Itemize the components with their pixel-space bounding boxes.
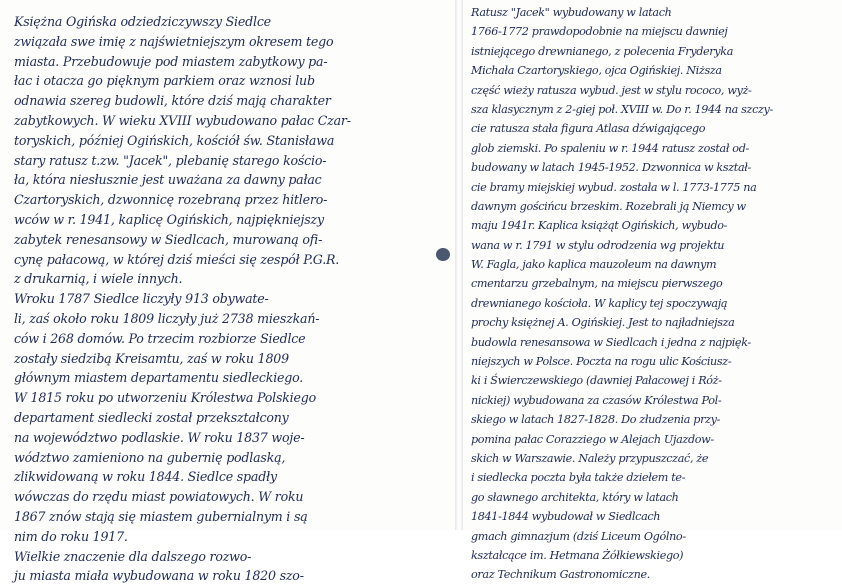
text-line: i siedlecka poczta była także dziełem te- xyxy=(471,471,686,485)
text-line: gmach gimnazjum (dziś Liceum Ogólno- xyxy=(471,529,686,543)
text-line: maju 1941r. Kaplica książąt Ogińskich, wybudo- xyxy=(471,219,728,233)
text-line: cynę pałacową, w której dziś mieści się zespół P.G.R. xyxy=(14,251,340,267)
text-line: wówczas do rzędu miast powiatowych. W roku xyxy=(14,489,304,505)
text-line: go sławnego architekta, który w latach xyxy=(471,490,679,504)
text-line: ców i 268 domów. Po trzecim rozbiorze Siedlce xyxy=(14,330,306,346)
text-line: departament siedlecki został przekształcony xyxy=(14,409,289,425)
text-line: W 1815 roku po utworzeniu Królestwa Polskiego xyxy=(14,390,316,406)
text-line: odnawia szereg budowli, które dziś mają charakter xyxy=(14,93,331,109)
text-line: 1867 znów stają się miastem gubernialnym i są xyxy=(14,508,308,524)
text-line: zabytek renesansowy w Siedlcach, murowaną ofi- xyxy=(14,231,323,247)
text-line: 1841-1844 wybudował w Siedlcach xyxy=(471,510,661,524)
text-line: 1766-1772 prawdopodobnie na miejscu dawniej xyxy=(471,25,728,39)
text-line: niejszych w Polsce. Poczta na rogu ulic Kościusz- xyxy=(471,355,732,369)
text-line: budowany w latach 1945-1952. Dzwonnica w kształ- xyxy=(471,161,751,175)
text-line: cie ratusza stała figura Atlasa dźwigającego xyxy=(471,122,706,136)
text-line: związała swe imię z najświetniejszym okresem tego xyxy=(14,33,334,49)
text-line: z drukarnią, i wiele innych. xyxy=(14,271,183,287)
text-line: nim do roku 1917. xyxy=(14,528,128,544)
text-line: Wielkie znaczenie dla dalszego rozwo- xyxy=(14,548,252,564)
right-page-text xyxy=(471,3,833,585)
left-page-text xyxy=(14,12,446,586)
text-line: W. Fagla, jako kaplica mauzoleum na dawnym xyxy=(471,258,717,272)
text-line: istniejącego drewnianego, z polecenia Fryderyka xyxy=(471,44,734,58)
text-line: nickiej) wybudowana za czasów Królestwa Pol- xyxy=(471,393,722,407)
text-line: stary ratusz t.zw. "Jacek", plebanię starego kościo- xyxy=(14,152,327,168)
text-line: dawnym gościńcu brzeskim. Rozebrali ją Niemcy w xyxy=(471,199,746,213)
text-line: toryskich, później Ogińskich, kościół św. Stanisława xyxy=(14,132,335,148)
text-line: wców w r. 1941, kaplicę Ogińskich, najpiękniejszy xyxy=(14,211,324,227)
text-line: część wieży ratusza wybud. jest w stylu rococo, wyż- xyxy=(471,83,752,97)
text-line: drewnianego kościoła. W kaplicy tej spoczywają xyxy=(471,296,728,310)
text-line: cmentarzu grzebalnym, na miejscu pierwszego xyxy=(471,277,723,291)
text-line: miasta. Przebudowuje pod miastem zabytkowy pa- xyxy=(14,53,328,69)
text-line: ju miasta miała wybudowana w roku 1820 szo- xyxy=(14,568,304,584)
text-line: Księżna Ogińska odziedziczywszy Siedlce xyxy=(14,14,271,29)
text-line: sza klasycznym z 2-giej poł. XVIII w. Do r. 1944 na szczy- xyxy=(471,102,773,116)
text-line: zlikwidowaną w roku 1844. Siedlce spadły xyxy=(14,469,277,485)
text-line: zabytkowych. W wieku XVIII wybudowano pałac Czar- xyxy=(14,112,351,128)
right-page xyxy=(463,0,842,582)
text-line: prochy księżnej A. Ogińskiej. Jest to najładniejsza xyxy=(471,316,735,330)
text-line: ki i Świerczewskiego (dawniej Pałacowej i Róż- xyxy=(471,374,722,388)
text-line: skiego w latach 1827-1828. Do złudzenia przy- xyxy=(471,413,721,427)
text-line: cie bramy miejskiej wybud. została w l. 1773-1775 na xyxy=(471,180,757,194)
text-line: Ratusz "Jacek" wybudowany w latach xyxy=(471,6,672,19)
text-line: głównym miastem departamentu siedleckiego. xyxy=(14,370,304,386)
text-line: wództwo zamieniono na gubernię podlaską, xyxy=(14,449,286,465)
text-line: kształcące im. Hetmana Żółkiewskiego) xyxy=(471,548,684,562)
text-line: oraz Technikum Gastronomiczne. xyxy=(471,568,650,582)
text-line: glob ziemski. Po spaleniu w r. 1944 ratusz został od- xyxy=(471,141,749,155)
text-line: Michała Czartoryskiego, ojca Ogińskiej. Niższa xyxy=(471,64,722,78)
text-line: li, zaś około roku 1809 liczyły już 2738 mieszkań- xyxy=(14,310,320,326)
text-line: pomina pałac Corazziego w Alejach Ujazdow- xyxy=(471,432,714,446)
text-line: zostały siedzibą Kreisamtu, zaś w roku 1809 xyxy=(14,350,289,366)
text-line: budowla renesansowa w Siedlcach i jedna z najpięk- xyxy=(471,335,751,349)
ink-blot xyxy=(436,248,450,261)
page-gutter xyxy=(455,0,463,530)
text-line: łac i otacza go pięknym parkiem oraz wznosi lub xyxy=(14,73,315,89)
text-line: Czartoryskich, dzwonnicę rozebraną przez hitlero- xyxy=(14,192,328,208)
text-line: skich w Warszawie. Należy przypuszczać, że xyxy=(471,451,709,465)
text-line: Wroku 1787 Siedlce liczyły 913 obywate- xyxy=(14,291,269,307)
text-line: wana w r. 1791 w stylu odrodzenia wg projektu xyxy=(471,238,725,252)
text-line: ła, która niesłusznie jest uważana za dawny pałac xyxy=(14,172,322,188)
text-line: na województwo podlaskie. W roku 1837 woje- xyxy=(14,429,305,445)
